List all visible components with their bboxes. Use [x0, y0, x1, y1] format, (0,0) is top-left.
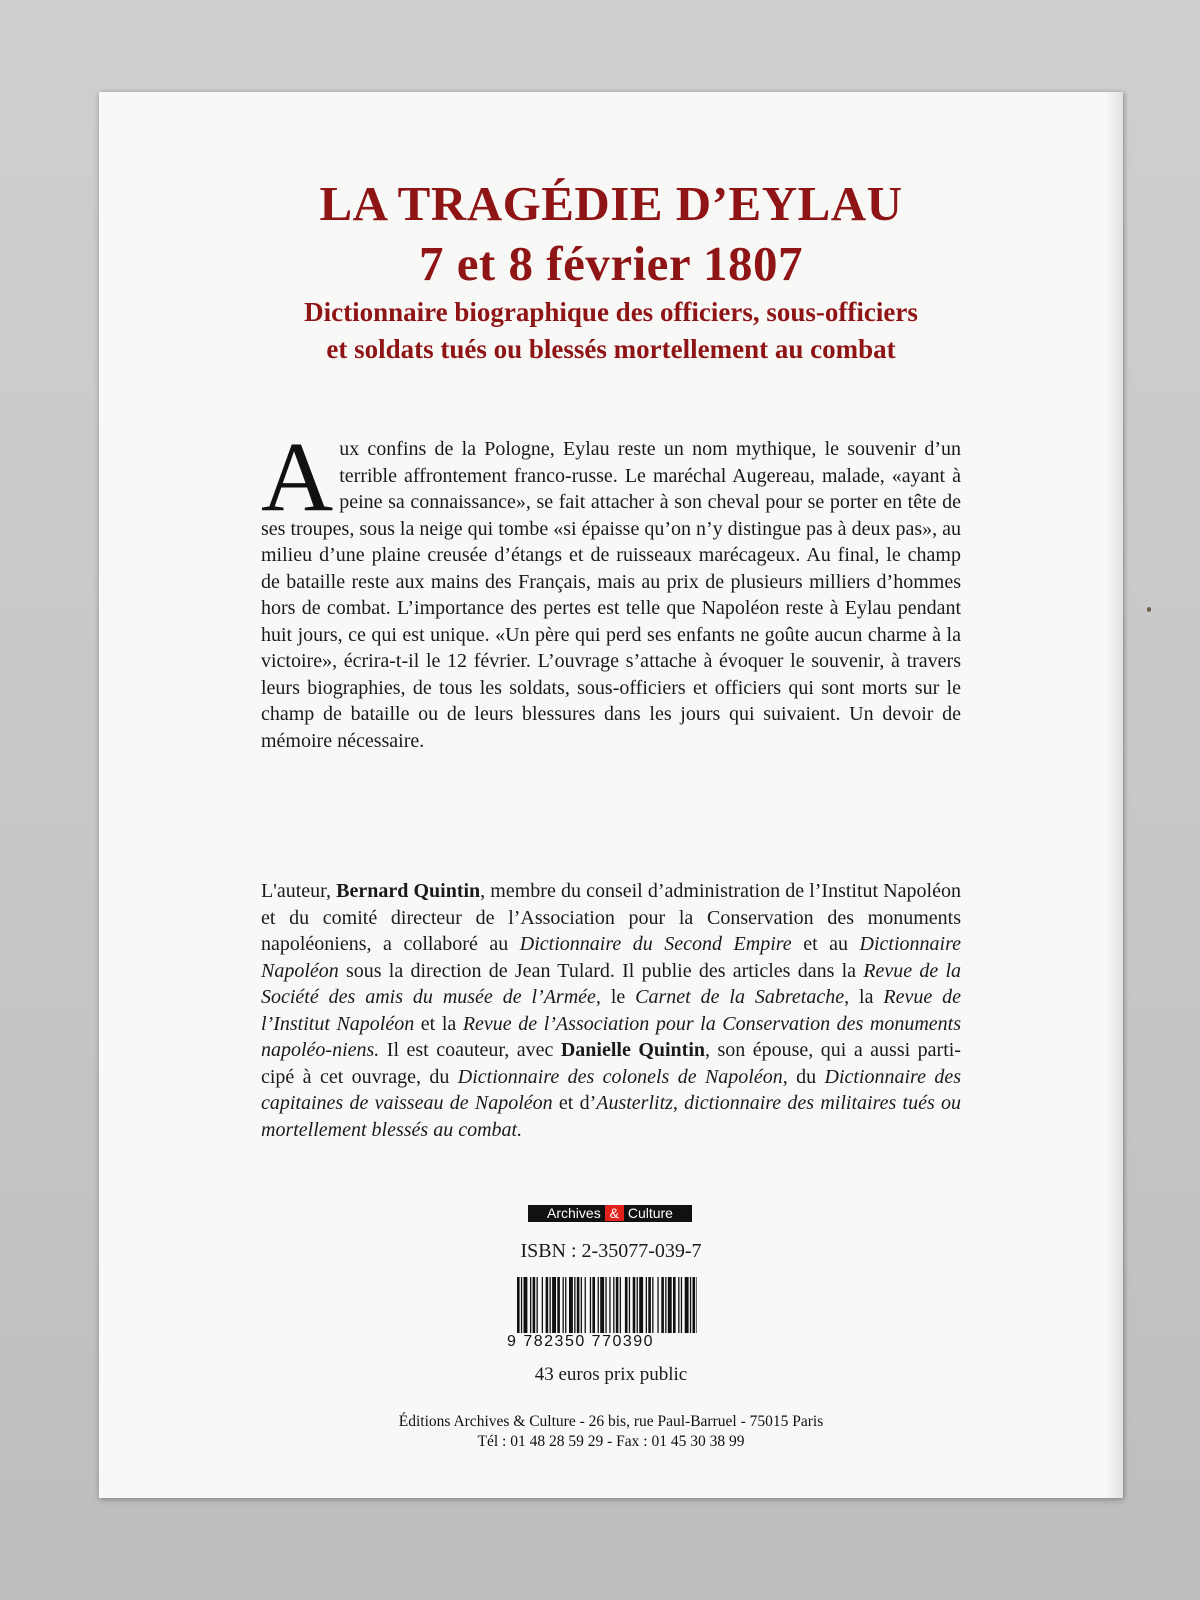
- barcode-bar: [581, 1277, 582, 1333]
- barcode-bar: [557, 1277, 560, 1333]
- publisher-logo: [528, 1205, 692, 1222]
- book-reference: Dictionnaire des capitaines de vaisseau de Napoléon: [261, 1065, 962, 1114]
- summary-paragraph: [261, 421, 961, 754]
- barcode-bar: [668, 1277, 672, 1333]
- barcode-digits: 9 782350 770390: [507, 1333, 655, 1350]
- bio-text: sous la direction de Jean Tulard. Il publie des articles dans la: [338, 959, 864, 982]
- barcode-bar: [625, 1277, 628, 1333]
- bio-text: le: [600, 986, 636, 1008]
- barcode-bar: [569, 1277, 573, 1333]
- bio-text: du: [787, 1065, 825, 1088]
- logo-text-left: Archives: [547, 1205, 601, 1221]
- barcode-bar: [542, 1277, 543, 1333]
- barcode-bar: [661, 1277, 664, 1333]
- barcode-bar: [609, 1277, 610, 1333]
- subtitle-line-1: Dictionnaire biographique des officiers, sous-officiers: [304, 297, 918, 327]
- barcode-bar: [678, 1277, 679, 1333]
- bio-text: , la: [844, 986, 884, 1008]
- barcode-bar: [613, 1277, 614, 1333]
- title-line-1: LA TRAGÉDIE D’EYLAU: [319, 176, 903, 231]
- bio-text: , son épouse, qui a aussi parti-cipé à cet ouvrage, du: [261, 1039, 961, 1088]
- barcode-bar: [620, 1277, 621, 1333]
- barcode-bar: [585, 1277, 586, 1333]
- barcode-bar: [693, 1277, 696, 1333]
- barcode-bar: [616, 1277, 619, 1333]
- barcode-bar: [552, 1277, 556, 1333]
- publisher-address: [99, 1412, 1123, 1452]
- journal-reference: Revue de la Société des amis du musée de l’Armée,: [261, 959, 962, 1008]
- barcode: [517, 1277, 697, 1333]
- barcode-bar: [530, 1277, 531, 1333]
- book-reference: Dictionnaire du Second Empire: [519, 933, 792, 955]
- bio-text: et d’: [552, 1092, 597, 1114]
- bio-text: et au: [791, 933, 860, 955]
- barcode-bar: [550, 1277, 551, 1333]
- isbn: ISBN : 2-35077-039-7: [520, 1240, 702, 1262]
- book-back-cover: [99, 92, 1123, 1498]
- barcode-bar: [563, 1277, 564, 1333]
- barcode-bar: [574, 1277, 575, 1333]
- bio-text: et la: [414, 1012, 463, 1035]
- coauthor-name: Danielle Quintin: [560, 1039, 706, 1061]
- author-bio-paragraph: [261, 878, 961, 1143]
- subtitle-line-2: et soldats tués ou blessés mortellement au combat: [326, 334, 896, 364]
- book-reference: Austerlitz, dictionnaire des militaires tués ou mortellement blessés au combat.: [261, 1092, 961, 1141]
- barcode-bar: [521, 1277, 522, 1333]
- title-line-2: 7 et 8 février 1807: [418, 236, 804, 291]
- bio-text: , membre du conseil d’administration de l’Institut Napoléon et du comité directeur de l’Association pour la Conservation des monuments napoléoniens, a collaboré au: [261, 880, 961, 955]
- barcode-bar: [657, 1277, 658, 1333]
- bio-text: L'auteur,: [261, 880, 337, 902]
- barcode-bar: [639, 1277, 643, 1333]
- drop-cap: A: [261, 421, 334, 532]
- barcode-bar: [681, 1277, 682, 1333]
- barcode-bar: [577, 1277, 580, 1333]
- journal-reference: Revue de l’Institut Napoléon: [261, 986, 961, 1035]
- barcode-bar: [605, 1277, 606, 1333]
- book-subtitle: [99, 294, 1123, 368]
- journal-reference: Revue de l’Association pour la Conservation des monuments napoléo-niens.: [261, 1012, 961, 1061]
- barcode-bar: [546, 1277, 549, 1333]
- barcode-bar: [633, 1277, 636, 1333]
- barcode-bar: [524, 1277, 528, 1333]
- journal-reference: Carnet de la Sabretache: [635, 986, 845, 1008]
- author-name: Bernard Quintin: [336, 880, 481, 902]
- book-reference: Dictionnaire Napoléon: [261, 933, 962, 982]
- logo-ampersand: &: [605, 1205, 624, 1221]
- barcode-bar: [592, 1277, 595, 1333]
- paper-speck: [1147, 607, 1151, 612]
- bio-text: Il est coauteur, avec: [379, 1039, 561, 1061]
- barcode-bar: [590, 1277, 591, 1333]
- barcode-bar: [598, 1277, 599, 1333]
- barcode-bar: [600, 1277, 604, 1333]
- barcode-bar: [537, 1277, 538, 1333]
- book-reference: Dictionnaire des colonels de Napoléon,: [457, 1065, 788, 1088]
- barcode-bar: [696, 1277, 697, 1333]
- barcode-bar: [673, 1277, 676, 1333]
- barcode-bar: [565, 1277, 566, 1333]
- barcode-bar: [685, 1277, 689, 1333]
- barcode-bar: [690, 1277, 691, 1333]
- book-title: [99, 174, 1123, 294]
- logo-text-right: Culture: [627, 1205, 673, 1221]
- summary-text: ux confins de la Pologne, Eylau reste un nom mythique, le souvenir d’un terrible affrontement franco-russe. Le maréchal Augereau, malade, «ayant à peine sa connaissance», se fait attacher à son cheval pour se porter en tête de ses troupes, sous la neige qui tombe «si épaisse qu’on n’y distingue pas à deux pas», au milieu d’une plaine creusée d’étangs et de ruisseaux marécageux. Au final, le champ de bataille reste aux mains des Français, mais au prix de plusieurs milliers d’hommes hors de combat. L’importance des pertes est telle que Napoléon reste à Eylau pendant huit jours, ce qui est unique. «Un père qui perd ses enfants ne goûte aucun charme à la victoire», écrira-t-il le 12 février. L’ouvrage s’attache à évoquer le souvenir, à travers leurs biographies, de tous les soldats, sous-officiers et officiers qui sont morts sur le champ de bataille ou de leurs blessures dans les jours qui suivaient. Un devoir de mémoire nécessaire.: [261, 438, 961, 752]
- barcode-bar: [652, 1277, 653, 1333]
- barcode-bar: [646, 1277, 647, 1333]
- barcode-bar: [665, 1277, 666, 1333]
- price: 43 euros prix public: [534, 1364, 688, 1385]
- address-line-1: Éditions Archives & Culture - 26 bis, rue Paul-Barruel - 75015 Paris: [398, 1413, 824, 1430]
- barcode-bar: [648, 1277, 651, 1333]
- barcode-bar: [517, 1277, 520, 1333]
- address-line-2: Tél : 01 48 28 59 29 - Fax : 01 45 30 38 99: [477, 1433, 745, 1450]
- barcode-bar: [637, 1277, 638, 1333]
- barcode-bar: [533, 1277, 536, 1333]
- barcode-bar: [629, 1277, 630, 1333]
